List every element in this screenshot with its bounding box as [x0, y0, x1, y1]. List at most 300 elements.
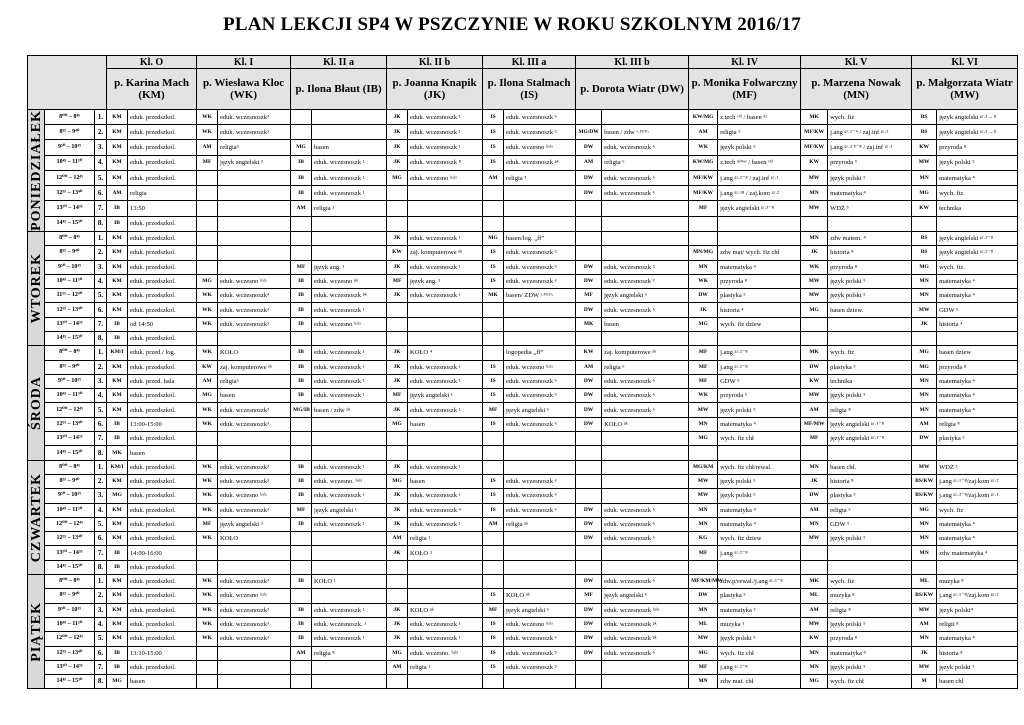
teacher-code: MG	[689, 317, 718, 331]
lesson-time: 9⁵⁰ – 10³⁵	[45, 260, 95, 274]
table-row	[28, 317, 1018, 331]
subject-cell: muzyka ⁸	[937, 575, 1018, 589]
teacher-code	[801, 216, 828, 231]
subject-cell: język angielski ᵍʳ·¹⁻⁸	[828, 432, 912, 446]
subject-cell	[312, 546, 387, 560]
teacher-code: IB	[291, 170, 312, 185]
subject-cell: język polski ⁵	[718, 403, 801, 417]
lesson-number: 6.	[95, 186, 107, 201]
table-row	[28, 632, 1018, 646]
subject-cell: eduk. przedszkol.	[128, 140, 197, 155]
subject-cell: j.ang ᵍʳ·²⁻⁸	[718, 660, 801, 674]
day-label-cell	[28, 110, 45, 232]
lesson-time: 10⁴⁵ – 11³⁰	[45, 155, 95, 170]
teacher-code	[483, 216, 504, 231]
subject-cell: przyroda ⁵	[718, 389, 801, 403]
lesson-number: 3.	[95, 489, 107, 503]
subject-cell: eduk. wczesno ʰᵃˡᵃ	[504, 360, 576, 374]
teacher-code: WK	[801, 260, 828, 274]
teacher-code: MF	[483, 603, 504, 617]
lesson-time: 12⁵⁵ – 13⁴⁰	[45, 186, 95, 201]
subject-cell	[312, 560, 387, 574]
table-row	[28, 589, 1018, 603]
table-row	[28, 201, 1018, 216]
teacher-code: DW	[576, 140, 602, 155]
subject-cell: logopedia „ff”	[504, 346, 576, 360]
subject-cell: język angielski ⁶	[602, 289, 689, 303]
teacher-code: MN	[912, 532, 937, 546]
teacher-code	[689, 332, 718, 346]
subject-cell: eduk. wczesnoszk³	[218, 617, 291, 631]
subject-cell: eduk. wczesnoszk ⁶	[504, 417, 576, 431]
subject-cell: technika	[937, 201, 1018, 216]
lesson-number: 8.	[95, 332, 107, 346]
lesson-time: 11⁵⁵ – 12⁴⁰	[45, 289, 95, 303]
lesson-time: 14⁴⁵ – 15³⁰	[45, 332, 95, 346]
teacher-code: IB	[291, 155, 312, 170]
teacher-code	[197, 675, 218, 689]
teacher-code: JK	[387, 617, 408, 631]
subject-cell	[504, 532, 576, 546]
subject-cell: basen / zdw ˢ·ᴾᴱᴰ·	[602, 125, 689, 140]
day-label-cell	[28, 346, 45, 460]
lesson-number: 4.	[95, 389, 107, 403]
teacher-code: MN	[801, 660, 828, 674]
teacher-code	[387, 446, 408, 460]
teacher-code: AM	[483, 517, 504, 531]
subject-cell: eduk. wczesnoszk ¹	[312, 346, 387, 360]
teacher-header: p. Małgorzata Wiatr (MW)	[912, 69, 1018, 110]
subject-cell: eduk. przedszkol.	[128, 231, 197, 245]
teacher-code: JK	[801, 246, 828, 260]
subject-cell	[828, 546, 912, 560]
teacher-code: MF	[197, 155, 218, 170]
lesson-number: 3.	[95, 374, 107, 388]
subject-cell: eduk. wczesnoszk ⁶	[504, 260, 576, 274]
teacher-code: IS	[483, 474, 504, 488]
teacher-header: p. Monika Folwarczny (MF)	[689, 69, 801, 110]
subject-cell: język ang. ¹	[408, 274, 483, 288]
subject-cell: matematyka ⁴	[937, 374, 1018, 388]
teacher-code: IB	[107, 317, 128, 331]
subject-cell: historia ⁸	[937, 646, 1018, 660]
lesson-time: 9⁵⁰ – 10³⁵	[45, 374, 95, 388]
subject-cell: j.ang ᵍʳ·²⁻⁸	[718, 346, 801, 360]
lesson-number: 5.	[95, 517, 107, 531]
subject-cell: eduk. przedszkol.	[128, 125, 197, 140]
teacher-code: IS	[483, 360, 504, 374]
teacher-code: IB	[107, 546, 128, 560]
teacher-code: IS	[483, 140, 504, 155]
teacher-code: JK	[387, 503, 408, 517]
subject-cell: religia ⁸	[828, 603, 912, 617]
lesson-time: 14⁴⁵ – 15³⁰	[45, 560, 95, 574]
subject-cell: religia ⁶	[602, 155, 689, 170]
teacher-code: MF	[689, 201, 718, 216]
subject-cell: 13:10-15:00	[128, 646, 197, 660]
teacher-code	[387, 216, 408, 231]
teacher-code: MW	[801, 532, 828, 546]
teacher-code: AM	[291, 646, 312, 660]
teacher-code: KM	[107, 231, 128, 245]
teacher-code: KW	[801, 155, 828, 170]
teacher-code: IS	[483, 246, 504, 260]
teacher-code: MG	[483, 231, 504, 245]
subject-cell: od 14:50	[128, 317, 197, 331]
subject-cell: historia ⁸	[828, 246, 912, 260]
teacher-code	[576, 246, 602, 260]
subject-cell: religia ⁸	[312, 646, 387, 660]
subject-cell: język angielski ᵍʳ·²⁻⁸	[937, 246, 1018, 260]
subject-cell: eduk. wczesnoszk ¹	[408, 460, 483, 474]
teacher-code: MN	[912, 517, 937, 531]
teacher-code: DW	[801, 360, 828, 374]
teacher-code: MG	[387, 417, 408, 431]
subject-cell: matematyka ⁴	[937, 403, 1018, 417]
subject-cell	[602, 201, 689, 216]
subject-cell: eduk. wczesnoszk³	[218, 603, 291, 617]
subject-cell: religia³	[218, 140, 291, 155]
subject-cell: eduk. wczesnoszk³	[218, 632, 291, 646]
subject-cell: eduk. przedszkol.	[128, 603, 197, 617]
subject-cell: eduk. wczesno ʰᵃˡᵃ	[504, 140, 576, 155]
table-row	[28, 546, 1018, 560]
subject-cell	[218, 170, 291, 185]
teacher-code: KM	[107, 403, 128, 417]
subject-cell	[602, 546, 689, 560]
teacher-code: MF	[801, 432, 828, 446]
subject-cell: j.ang ᵍʳ·¹⁻⁴ / zaj.inf ᵍʳ·²	[828, 125, 912, 140]
teacher-code: MG	[387, 646, 408, 660]
subject-cell	[504, 303, 576, 317]
subject-cell: eduk. przedszkol.	[128, 503, 197, 517]
teacher-code	[197, 446, 218, 460]
teacher-code: MW	[801, 274, 828, 288]
table-row	[28, 489, 1018, 503]
subject-cell: eduk. wczesnoszk ⁶	[602, 303, 689, 317]
teacher-code: AM	[576, 360, 602, 374]
subject-cell: wych. fiz chł	[718, 432, 801, 446]
teacher-code: MG	[689, 432, 718, 446]
teacher-code	[483, 560, 504, 574]
subject-cell: eduk. wczesnoszk ¹	[312, 603, 387, 617]
lesson-number: 2.	[95, 360, 107, 374]
teacher-code	[197, 660, 218, 674]
teacher-code: MN	[689, 503, 718, 517]
teacher-code	[291, 675, 312, 689]
lesson-time: 12⁰⁰ – 12⁴⁵	[45, 403, 95, 417]
subject-cell	[218, 660, 291, 674]
subject-cell: eduk. wczesnoszk ⁶	[602, 517, 689, 531]
subject-cell: religia ¹	[408, 660, 483, 674]
subject-cell: eduk. wczesnoszk ¹	[408, 260, 483, 274]
subject-cell: matematyka ⁴	[718, 503, 801, 517]
teacher-code	[483, 317, 504, 331]
lesson-time: 9⁵⁰ – 10³⁵	[45, 603, 95, 617]
subject-cell: religia ⁶	[602, 360, 689, 374]
subject-cell: eduk. wczesnoszk³	[218, 503, 291, 517]
subject-cell: eduk. wczesnoszk ¹	[408, 289, 483, 303]
lesson-time: 8⁰⁰ – 8⁴⁵	[45, 575, 95, 589]
subject-cell: KOŁO ᵖᵏ	[408, 603, 483, 617]
subject-cell	[408, 216, 483, 231]
subject-cell: eduk. przedszkol.	[128, 155, 197, 170]
subject-cell: wych. fiz dziew	[718, 532, 801, 546]
subject-cell	[602, 460, 689, 474]
subject-cell: eduk. wczesnoszk ³	[504, 646, 576, 660]
subject-cell: religia ⁸	[937, 417, 1018, 431]
lesson-time: 14⁴⁵ – 15³⁰	[45, 216, 95, 231]
subject-cell	[602, 446, 689, 460]
lesson-number: 1.	[95, 460, 107, 474]
subject-cell: KOŁO	[218, 532, 291, 546]
subject-cell: zdw mat. chł	[718, 675, 801, 689]
teacher-header: p. Marzena Nowak (MN)	[801, 69, 912, 110]
teacher-code	[197, 170, 218, 185]
subject-cell: eduk. przed./ log.	[128, 346, 197, 360]
lesson-time: 12⁵⁵ – 13⁴⁰	[45, 303, 95, 317]
teacher-code: ML	[689, 617, 718, 631]
teacher-code: IB	[291, 289, 312, 303]
teacher-code: DW	[576, 532, 602, 546]
teacher-code: KM	[107, 155, 128, 170]
teacher-code: MG/IB	[291, 403, 312, 417]
teacher-code	[576, 231, 602, 245]
teacher-code: MW	[689, 403, 718, 417]
subject-cell: eduk. wczesno. ʰᵃˡᵃ	[408, 646, 483, 660]
subject-cell: eduk. wczesnoszk ¹	[312, 374, 387, 388]
subject-cell: zaj. komputerowe ᵖᵏ	[602, 346, 689, 360]
subject-cell	[602, 675, 689, 689]
subject-cell	[312, 446, 387, 460]
subject-cell	[408, 332, 483, 346]
day-label: PONIEDZIAŁEK	[28, 110, 44, 231]
teacher-code: BS	[912, 246, 937, 260]
subject-cell: eduk. wczesnoszk ⁶	[504, 125, 576, 140]
teacher-code: MG	[689, 646, 718, 660]
day-label: CZWARTEK	[28, 472, 44, 562]
teacher-code	[387, 560, 408, 574]
teacher-code: JK	[387, 140, 408, 155]
teacher-code: MW	[689, 474, 718, 488]
teacher-code	[483, 675, 504, 689]
teacher-code	[689, 446, 718, 460]
subject-cell	[312, 332, 387, 346]
teacher-code	[197, 201, 218, 216]
lesson-time: 12⁵⁵ – 13⁴⁰	[45, 532, 95, 546]
subject-cell: eduk. wczesnoszk³	[218, 474, 291, 488]
subject-cell: eduk. wczesnoszk ᵖᵏ	[504, 155, 576, 170]
subject-cell: muzyka ⁸	[828, 589, 912, 603]
teacher-code: IB	[291, 603, 312, 617]
subject-cell	[408, 432, 483, 446]
teacher-code: IB	[291, 474, 312, 488]
teacher-header: p. Dorota Wiatr (DW)	[576, 69, 689, 110]
teacher-code: MK	[483, 289, 504, 303]
subject-cell: eduk. przedszkol.	[128, 389, 197, 403]
subject-cell: język polski ⁵	[718, 489, 801, 503]
subject-cell: basen / zdw ᵖᵏ	[312, 403, 387, 417]
teacher-code: IB	[291, 489, 312, 503]
teacher-code: MW	[912, 155, 937, 170]
lesson-time: 13⁵⁰ – 14³⁵	[45, 546, 95, 560]
teacher-code: KM	[107, 170, 128, 185]
teacher-code: MG	[197, 274, 218, 288]
teacher-code: JK	[689, 303, 718, 317]
subject-cell: eduk. wczesnoszk³	[218, 303, 291, 317]
subject-cell	[504, 546, 576, 560]
teacher-code: BS/KW	[912, 589, 937, 603]
lesson-number: 5.	[95, 170, 107, 185]
teacher-code: MF	[387, 389, 408, 403]
subject-cell: eduk. wczesnoszk ¹	[408, 632, 483, 646]
subject-cell: matematyka ⁴	[718, 517, 801, 531]
teacher-code	[912, 332, 937, 346]
teacher-code: MN	[689, 603, 718, 617]
subject-cell: eduk. wczesnoszk ⁶	[504, 632, 576, 646]
table-row	[28, 603, 1018, 617]
teacher-code: IS	[483, 489, 504, 503]
subject-cell: matematyka ⁴	[937, 632, 1018, 646]
teacher-code: KM	[107, 274, 128, 288]
subject-cell: język angielski ᵍʳ·³⁻⁸	[718, 201, 801, 216]
teacher-code: MW	[912, 603, 937, 617]
teacher-code: DW	[576, 374, 602, 388]
teacher-code: AM	[483, 170, 504, 185]
subject-cell: wych. fiz chł	[828, 675, 912, 689]
subject-cell: eduk. wczesnoszk³	[218, 110, 291, 125]
subject-cell	[408, 560, 483, 574]
subject-cell: eduk. wczesnoszk ¹	[408, 489, 483, 503]
teacher-code: DW	[576, 632, 602, 646]
teacher-code: MF	[689, 546, 718, 560]
subject-cell: przyroda ⁸	[718, 274, 801, 288]
subject-cell: eduk. wczesnoszk ¹	[408, 403, 483, 417]
teacher-code: KM	[107, 532, 128, 546]
page-title: PLAN LEKCJI SP4 W PSZCZYNIE W ROKU SZKOLNYM 2016/17	[223, 14, 801, 35]
subject-cell: j.ang ᵍʳ·²⁻⁸	[718, 360, 801, 374]
subject-cell	[218, 231, 291, 245]
subject-cell: KOŁO ³	[408, 546, 483, 560]
lesson-number: 1.	[95, 231, 107, 245]
teacher-code: WK	[197, 575, 218, 589]
subject-cell: eduk. wczesnoszk ⁶	[602, 503, 689, 517]
subject-cell: eduk. wczesnoszk ¹	[408, 140, 483, 155]
subject-cell: wych. fiz.	[937, 260, 1018, 274]
teacher-code	[483, 303, 504, 317]
teacher-code: IB	[107, 201, 128, 216]
subject-cell: eduk. wczesnoszk ¹	[312, 360, 387, 374]
lesson-number: 8.	[95, 446, 107, 460]
teacher-code: AM	[197, 140, 218, 155]
subject-cell: matematyka ⁴	[937, 274, 1018, 288]
subject-cell: plastyka ⁵	[718, 289, 801, 303]
teacher-code: MG	[387, 474, 408, 488]
teacher-code: AM	[291, 201, 312, 216]
table-row	[28, 417, 1018, 431]
teacher-code: AM	[387, 660, 408, 674]
teacher-code: MK	[801, 575, 828, 589]
table-row	[28, 186, 1018, 201]
table-row	[28, 460, 1018, 474]
teacher-code: MG	[912, 503, 937, 517]
teacher-code	[576, 332, 602, 346]
subject-cell: WDŻ ⁵	[937, 460, 1018, 474]
teacher-code: KM	[107, 389, 128, 403]
teacher-code	[291, 589, 312, 603]
subject-cell: eduk. wczesnoszk ¹	[408, 374, 483, 388]
subject-cell: eduk. przedszkol.	[128, 575, 197, 589]
teacher-code: MN	[912, 170, 937, 185]
lesson-time: 8⁵⁵ – 9⁴⁰	[45, 246, 95, 260]
subject-cell: eduk. przed. hala	[128, 374, 197, 388]
table-row	[28, 403, 1018, 417]
teacher-code: WK	[197, 603, 218, 617]
subject-cell	[312, 216, 387, 231]
teacher-code: KM	[107, 289, 128, 303]
teacher-code	[801, 446, 828, 460]
teacher-code: IS	[483, 389, 504, 403]
subject-cell: eduk. wczesnoszk³	[218, 417, 291, 431]
lesson-number: 1.	[95, 575, 107, 589]
subject-cell: eduk. wczesnoszk ⁶	[504, 474, 576, 488]
subject-cell: język angielski ³	[218, 517, 291, 531]
table-row	[28, 646, 1018, 660]
subject-cell: zdw.p/rewal./j.ang ᵍʳ·¹⁻⁸	[718, 575, 801, 589]
teacher-code: AM	[197, 374, 218, 388]
teacher-code: DW	[576, 417, 602, 431]
lesson-time: 8⁵⁵ – 9⁴⁰	[45, 474, 95, 488]
subject-cell	[602, 432, 689, 446]
teacher-code: MW	[801, 617, 828, 631]
teacher-code: MF/KW	[801, 125, 828, 140]
subject-cell: eduk. wczesno ʰᵃˡᵃ	[218, 589, 291, 603]
subject-cell: język angielski ¹	[408, 389, 483, 403]
subject-cell	[218, 675, 291, 689]
subject-cell: eduk. przedszkol.	[128, 332, 197, 346]
subject-cell: język angielski ᵍʳ·¹⁻⁸	[828, 417, 912, 431]
teacher-code	[197, 432, 218, 446]
lesson-number: 7.	[95, 201, 107, 216]
lesson-number: 4.	[95, 617, 107, 631]
subject-cell	[218, 546, 291, 560]
teacher-code	[197, 646, 218, 660]
subject-cell: eduk. wczesnoszk ¹	[312, 303, 387, 317]
subject-cell: eduk. wczesnoszk ⁶	[602, 575, 689, 589]
lesson-time: 12⁰⁰ – 12⁴⁵	[45, 632, 95, 646]
teacher-code	[291, 246, 312, 260]
teacher-code	[197, 216, 218, 231]
teacher-code: AM	[912, 417, 937, 431]
teacher-code: DW	[576, 517, 602, 531]
teacher-code	[197, 186, 218, 201]
subject-cell: przyroda ⁵	[828, 155, 912, 170]
subject-cell: basen/log. „ff”	[504, 231, 576, 245]
subject-cell: matematyka ⁴	[828, 646, 912, 660]
subject-cell: wych. fiz	[828, 346, 912, 360]
subject-cell	[937, 446, 1018, 460]
teacher-code: MF	[689, 660, 718, 674]
teacher-code: DW	[576, 260, 602, 274]
teacher-code	[483, 332, 504, 346]
teacher-code: KW	[801, 374, 828, 388]
subject-cell: basen	[408, 474, 483, 488]
class-header: Kl. I	[197, 56, 291, 69]
teacher-code: MF	[689, 360, 718, 374]
subject-cell: eduk. wczesno ʰᵃˡᵃ	[408, 170, 483, 185]
subject-cell: eduk. wczesno ʰᵃˡᵃ	[312, 317, 387, 331]
subject-cell	[312, 660, 387, 674]
